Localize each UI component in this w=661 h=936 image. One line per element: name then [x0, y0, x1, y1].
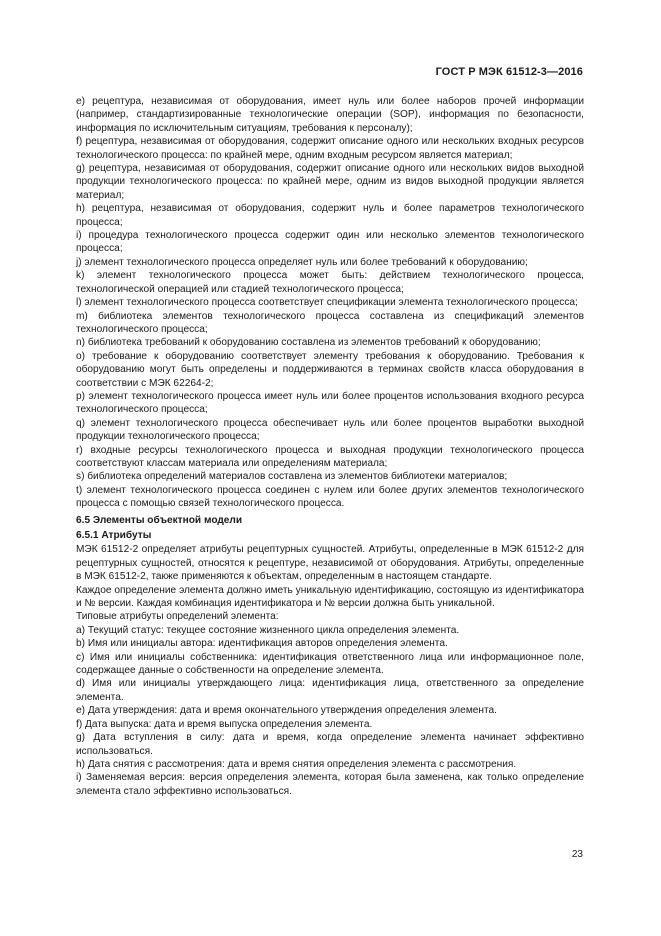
list-item: f) рецептура, независимая от оборудования, содержит описание одного или нескольких входных ресурсов технологического процесса: по крайней мере, одним входным ресурсом является материал;	[76, 136, 584, 161]
list-item: e) рецептура, независимая от оборудования, имеет нуль или более наборов прочей информации (например, стандартизированные технологические операции (SOP), информация по безопасности, информация по исключительным ситуациям, требования к персоналу);	[76, 96, 584, 134]
list-item: j) элемент технологического процесса определяет нуль или более требований к оборудованию;	[76, 256, 528, 268]
list-item: g) Дата вступления в силу: дата и время, когда определение элемента начинает эффективно использоваться.	[76, 732, 584, 757]
section-heading: 6.5 Элементы объектной модели	[76, 514, 243, 526]
list-item: s) библиотека определений материалов составлена из элементов библиотеки материалов;	[76, 471, 508, 483]
list-item: h) Дата снятия с рассмотрения: дата и время снятия определения элемента с рассмотрения.	[76, 758, 517, 770]
list-item: h) рецептура, независимая от оборудования, содержит нуль и более параметров технологического процесса;	[76, 203, 584, 228]
list-item: t) элемент технологического процесса соединен с нулем или более других элементов технологического процесса с помощью связей технологического процесса.	[76, 484, 584, 510]
document-body	[76, 95, 584, 798]
list-item: a) Текущий статус: текущее состояние жизненного цикла определения элемента.	[76, 624, 460, 636]
list-recipe-rules	[76, 95, 584, 511]
page-header: ГОСТ Р МЭК 61512-3—2016	[435, 66, 583, 78]
list-item: c) Имя или инициалы собственника: идентификация ответственного лица или информационное поле, содержащее данные о собственности на определение элемента.	[76, 651, 584, 677]
list-item: g) рецептура, независимая от оборудования, содержит описание одного или нескольких видов выходной продукции технологического процесса: по крайней мере, одним из видов выходной продукции является материал;	[76, 163, 584, 201]
list-item: b) Имя или инициалы автора: идентификация авторов определения элемента.	[76, 638, 448, 650]
list-item: q) элемент технологического процесса обеспечивает нуль или более процентов выработки выходной продукции технологического процесса;	[76, 417, 584, 443]
list-item: i) Заменяемая версия: версия определения элемента, которая была заменена, как только определение элемента стало эффективно использоваться.	[76, 772, 584, 797]
list-item: e) Дата утверждения: дата и время окончательного утверждения определения элемента.	[76, 705, 497, 717]
list-item: k) элемент технологического процесса может быть: действием технологического процесса, технологической операцией или стадией технологического процесса;	[76, 270, 584, 295]
list-item: m) библиотека элементов технологического процесса составлена из спецификаций элементов технологического процесса;	[76, 310, 584, 335]
subsection-heading: 6.5.1 Атрибуты	[76, 530, 152, 541]
list-item: p) элемент технологического процесса имеет нуль или более процентов использования входного ресурса технологического процесса;	[76, 390, 584, 416]
list-attributes	[76, 543, 584, 798]
list-item: i) процедура технологического процесса содержит один или несколько элементов технологического процесса;	[76, 230, 584, 255]
list-item: l) элемент технологического процесса соответствует спецификации элемента технологического процесса;	[76, 297, 578, 309]
list-item: f) Дата выпуска: дата и время выпуска определения элемента.	[76, 718, 373, 730]
list-item: Каждое определение элемента должно иметь уникальную идентификацию, состоящую из идентификатора и № версии. Каждая комбинация идентификатора и № версии должна быть уникальной.	[76, 584, 584, 610]
list-item: n) библиотека требований к оборудованию составлена из элементов требований к оборудованию;	[76, 337, 541, 349]
list-item: МЭК 61512-2 определяет атрибуты рецептурных сущностей. Атрибуты, определенные в МЭК 61512-2 для рецептурных сущностей, относятся к рецептуре, независимой от оборудования. Атрибуты, определенные в МЭК 61512-2, также применяются к объектам, определенным в настоящем стандарте.	[76, 544, 584, 583]
list-item: r) входные ресурсы технологического процесса и выходная продукции технологического процесса соответствуют классам материала или определениям материала;	[76, 444, 584, 469]
list-item: d) Имя или инициалы утверждающего лица: идентификация лица, ответственного за определение элемента.	[76, 678, 584, 703]
list-item: o) требование к оборудованию соответствует элементу требования к оборудованию. Требования к оборудованию могут быть определены и поддерживаются в терминах свойств класса оборудования в соответствии с МЭК 62264-2;	[76, 350, 584, 389]
list-item: Типовые атрибуты определений элемента:	[76, 611, 279, 623]
page-number: 23	[571, 849, 583, 860]
